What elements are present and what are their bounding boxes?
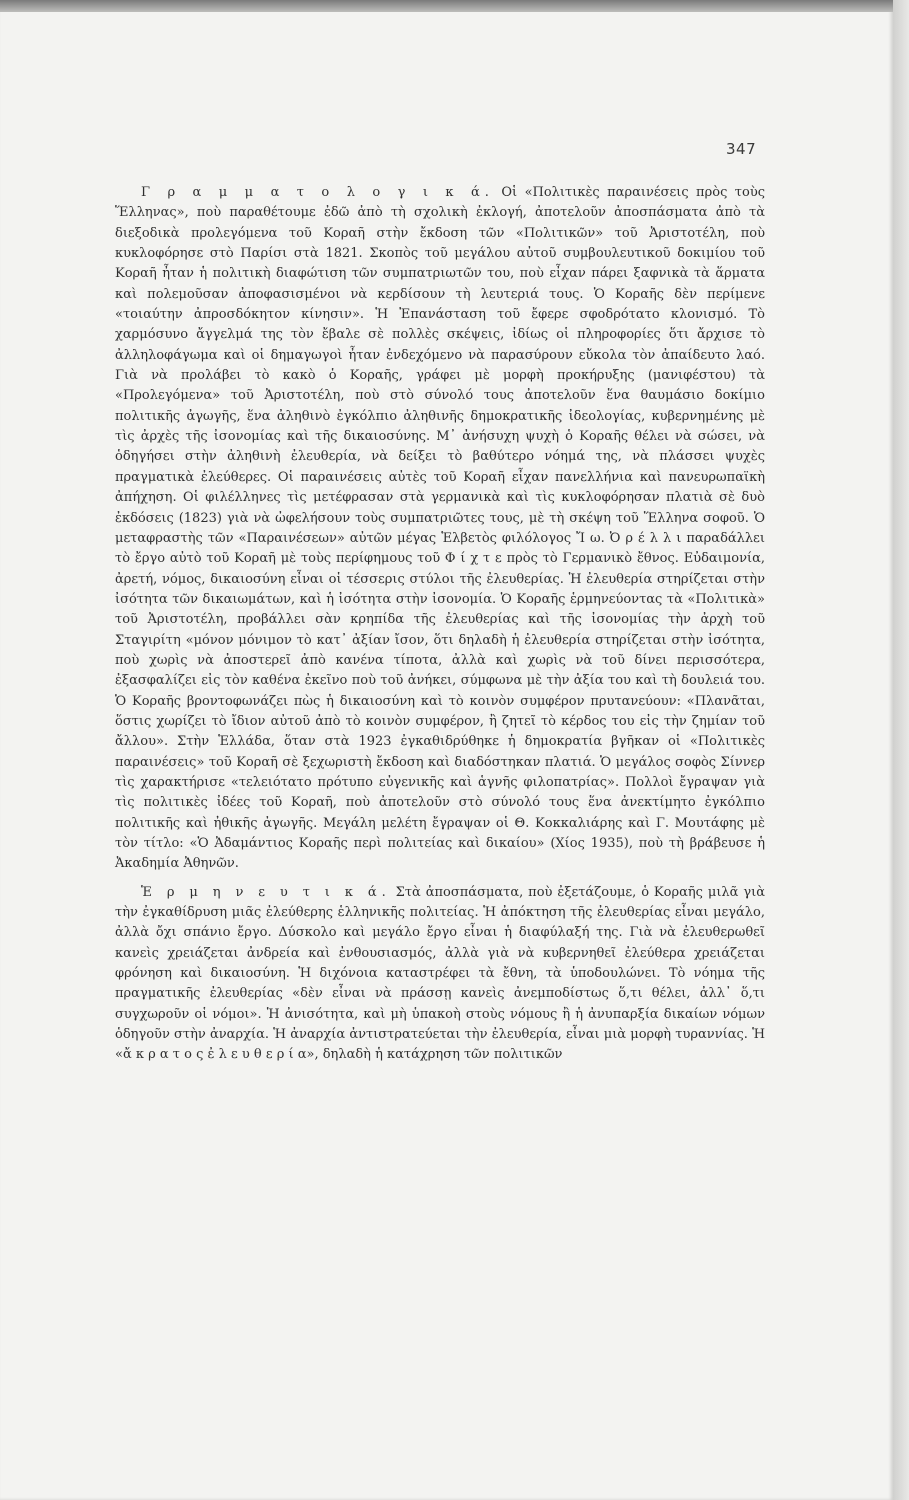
page-number: 347 [726,140,757,158]
section-lead: Γ ρ α μ μ α τ ο λ ο γ ι κ ά. [141,185,494,200]
scan-right-edge [893,0,909,1500]
paragraph-ermineftika [115,883,765,1066]
paragraph-grammatologika [115,183,765,875]
paragraph-text: Στὰ ἀποσπάσματα, ποὺ ἐξετάζουμε, ὁ Κοραῆς μιλᾶ γιὰ τὴν ἐγκαθίδρυση μιᾶς ἐλεύθερης ἑλληνικῆς πολιτείας. Ἡ ἀπόκτηση τῆς ἐλευθερίας εἶναι μεγάλο, ἀλλὰ ὄχι σπάνιο ἔργο. Δύσκολο καὶ μεγάλο ἔργο εἶναι ἡ διαφύλαξή της. Γιὰ νὰ ἐλευθερωθεῖ κανεὶς χρειάζεται ἀνδρεία καὶ ἐνθουσιασμός, ἀλλὰ γιὰ νὰ κυβερνηθεῖ ἐλεύθερα χρειάζεται φρόνηση καὶ δικαιοσύνη. Ἡ διχόνοια καταστρέφει τὰ ἔθνη, τὰ ὑποδουλώνει. Τὸ νόημα τῆς πραγματικῆς ἐλευθερίας «δὲν εἶναι νὰ πράσσῃ κανεὶς ἀνεμποδίστως ὅ,τι θέλει, ἀλλ᾽ ὅ,τι συγχωροῦν οἱ νόμοι». Ἡ ἀνισότητα, καὶ μὴ ὑπακοὴ στοὺς νόμους ἢ ἡ ἀνυπαρξία δικαίων νόμων ὁδηγοῦν στὴν ἀναρχία. Ἡ ἀναρχία ἀντιστρατεύεται τὴν ἐλευθερία, εἶναι μιὰ μορφὴ τυραννίας. Ἡ «ἄ κ ρ α τ ο ς ἐ λ ε υ θ ε ρ ί α», δηλαδὴ ἡ κατάχρηση τῶν πολιτικῶν [115,884,765,1063]
section-lead: Ἑ ρ μ η ν ε υ τ ι κ ά. [141,884,391,900]
scan-top-edge [0,0,909,12]
paragraph-text: Οἱ «Πολιτικὲς παραινέσεις πρὸς τοὺς Ἕλληνας», ποὺ παραθέτουμε ἐδῶ ἀπὸ τὴ σχολικὴ ἐκλογή, ἀποτελοῦν ἀποσπάσματα ἀπὸ τὰ διεξοδικὰ προλεγόμενα τοῦ Κοραῆ στὴν ἔκδοση τῶν «Πολιτικῶν» τοῦ Ἀριστοτέλη, ποὺ κυκλοφόρησε στὸ Παρίσι στὰ 1821. Σκοπὸς τοῦ μεγάλου αὐτοῦ συμβουλευτικοῦ δοκιμίου τοῦ Κοραῆ ἦταν ἡ πολιτικὴ διαφώτιση τῶν συμπατριωτῶν του, ποὺ εἶχαν πάρει ξαφνικὰ τὰ ἅρματα καὶ πολεμοῦσαν ἀποφασισμένοι νὰ κερδίσουν τὴ λευτεριά τους. Ὁ Κοραῆς δὲν περίμενε «τοιαύτην ἀπροσδόκητον κίνησιν». Ἡ Ἐπανάσταση τοῦ ἔφερε σφοδρότατο κλονισμό. Τὸ χαρμόσυνο ἄγγελμά της τὸν ἔβαλε σὲ πολλὲς σκέψεις, ἰδίως οἱ πληροφορίες ὅτι ἄρχισε τὸ ἀλληλοφάγωμα καὶ οἱ δημαγωγοὶ ἦταν ἐνδεχόμενο νὰ παρασύρουν εὔκολα τὸν ἀπαίδευτο λαό. Γιὰ νὰ προλάβει τὸ κακὸ ὁ Κοραῆς, γράφει μὲ μορφὴ προκήρυξης (μανιφέστου) τὰ «Προλεγόμενα» τοῦ Ἀριστοτέλη, ποὺ στὸ σύνολό τους ἀποτελοῦν ἕνα θαυμάσιο δοκίμιο πολιτικῆς ἀγωγῆς, ἕνα ἀληθινὸ ἐγκόλπιο ἀληθινῆς δημοκρατικῆς ἰδεολογίας, κυβερνημένης μὲ τὶς ἀρχὲς τῆς ἰσονομίας καὶ τῆς δικαιοσύνης. Μ᾽ ἀνήσυχη ψυχὴ ὁ Κοραῆς θέλει νὰ σώσει, νὰ ὁδηγήσει στὴν ἀληθινὴ ἐλευθερία, νὰ δείξει τὸ βαθύτερο νόημά της, νὰ πλάσσει ψυχὲς πραγματικὰ ἐλεύθερες. Οἱ παραινέσεις αὐτὲς τοῦ Κοραῆ εἶχαν πανελλήνια καὶ πανευρωπαϊκὴ ἀπήχηση. Οἱ φιλέλληνες τὶς μετέφρασαν στὰ γερμανικὰ καὶ τὶς κυκλοφόρησαν πλατιὰ σὲ δυὸ ἐκδόσεις (1823) γιὰ νὰ ὠφελήσουν τοὺς συμπατριῶτες τους, μὲ τὴ σκέψη τοῦ Ἕλληνα σοφοῦ. Ὁ μεταφραστὴς τῶν «Παραινέσεων» αὐτῶν μέγας Ἑλβετὸς φιλόλογος Ἴ ω. Ὀ ρ έ λ λ ι παραδάλλει τὸ ἔργο αὐτὸ τοῦ Κοραῆ μὲ τοὺς περίφημους τοῦ Φ ί χ τ ε πρὸς τὸ Γερμανικὸ ἔθνος. Εὐδαιμονία, ἀρετή, νόμος, δικαιοσύνη εἶναι οἱ τέσσερις στύλοι τῆς ἐλευθερίας. Ἡ ἐλευθερία στηρίζεται στὴν ἰσότητα τῶν δικαιωμάτων, καὶ ἡ ἰσότητα στὴν ἰσονομία. Ὁ Κοραῆς ἑρμηνεύοντας τὰ «Πολιτικὰ» τοῦ Ἀριστοτέλη, προβάλλει σὰν κρηπίδα τῆς ἐλευθερίας καὶ τῆς ἰσονομίας τὴν ἀρχὴ τοῦ Σταγιρίτη «μόνον μόνιμον τὸ κατ᾽ ἀξίαν ἴσον, ὅτι δηλαδὴ ἡ ἐλευθερία στηρίζεται στὴν ἰσότητα, ποὺ χωρὶς νὰ ἀποστερεῖ ἀπὸ κανένα τίποτα, ἀλλὰ καὶ χωρὶς νὰ τοῦ δίνει περισσότερα, ἐξασφαλίζει εἰς τὸν καθένα ἐκεῖνο ποὺ τοῦ ἀνήκει, σύμφωνα μὲ τὴν ἀξία του καὶ τὴ δουλειά του. Ὁ Κοραῆς βροντοφωνάζει πὼς ἡ δικαιοσύνη καὶ τὸ κοινὸν συμφέρον πρυτανεύουν: «Πλανᾶται, ὅστις χωρίζει τὸ ἴδιον αὐτοῦ ἀπὸ τὸ κοινὸν συμφέρον, ἢ ζητεῖ τὸ κέρδος του εἰς τὴν ζημίαν τοῦ ἄλλου». Στὴν Ἑλλάδα, ὅταν στὰ 1923 ἐγκαθιδρύθηκε ἡ δημοκρατία βγῆκαν οἱ «Πολιτικὲς παραινέσεις» τοῦ Κοραῆ σὲ ξεχωριστὴ ἔκδοση καὶ διαδόστηκαν πλατιά. Ὁ μεγάλος σοφὸς Σίννερ τὶς χαρακτήρισε «τελειότατο πρότυπο εὐγενικῆς καὶ ἁγνῆς φιλοπατρίας». Πολλοὶ ἔγραψαν γιὰ τὶς πολιτικὲς ἰδέες τοῦ Κοραῆ, ποὺ ἀποτελοῦν στὸ σύνολό τους ἕνα ἀνεκτίμητο ἐγκόλπιο πολιτικῆς καὶ ἠθικῆς ἀγωγῆς. Μεγάλη μελέτη ἔγραψαν οἱ Θ. Κοκκαλιάρης καὶ Γ. Μουτάφης μὲ τὸν τίτλο: «Ὁ Ἀδαμάντιος Κοραῆς περὶ πολιτείας καὶ δικαίου» (Χίος 1935), ποὺ τὴ βράβευσε ἡ Ἀκαδημία Ἀθηνῶν. [115,185,765,872]
body-text [115,183,765,1066]
